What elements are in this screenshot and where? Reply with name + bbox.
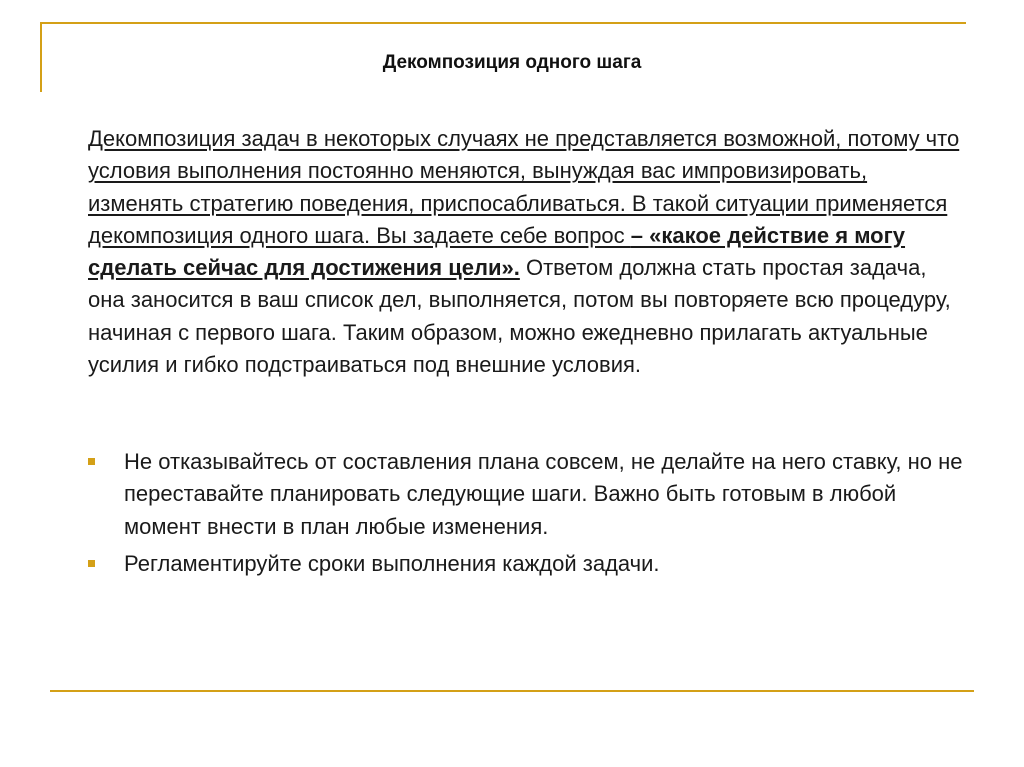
underlined-bold-question: – «какое действие я могу сделать сейчас для достижения цели». bbox=[88, 222, 906, 281]
paragraph-continuation: Ответом должна стать простая задача, она заносится в ваш список дел, выполняется, потом вы повторяете всю процедуру, начиная с первого шага. Таким образом, можно ежедневно прилагать актуальные усилия и гибко подстраиваться под внешние условия. bbox=[88, 255, 951, 378]
underlined-text: Декомпозиция задач в некоторых случаях не представляется возможной, потому что условия выполнения постоянно меняются, вынуждая вас импровизировать, изменять стратегию поведения, приспосабливаться. В такой ситуации применяется декомпозиция одного шага. Вы задаете себе вопрос bbox=[88, 126, 960, 248]
square-bullet-icon bbox=[88, 560, 95, 567]
bullet-item bbox=[88, 548, 978, 580]
bullet-item bbox=[88, 446, 978, 543]
bullet-text: Регламентируйте сроки выполнения каждой задачи. bbox=[124, 550, 660, 576]
slide-title: Декомпозиция одного шага bbox=[382, 52, 642, 73]
main-paragraph bbox=[88, 123, 968, 381]
square-bullet-icon bbox=[88, 458, 95, 465]
top-border-line bbox=[40, 22, 966, 24]
bullet-text: Не отказывайтесь от составления плана совсем, не делайте на него ставку, но не переставайте планировать следующие шаги. Важно быть готовым в любой момент внести в план любые изменения. bbox=[124, 449, 963, 539]
bottom-border-line bbox=[50, 690, 974, 692]
bullet-list bbox=[88, 446, 978, 585]
